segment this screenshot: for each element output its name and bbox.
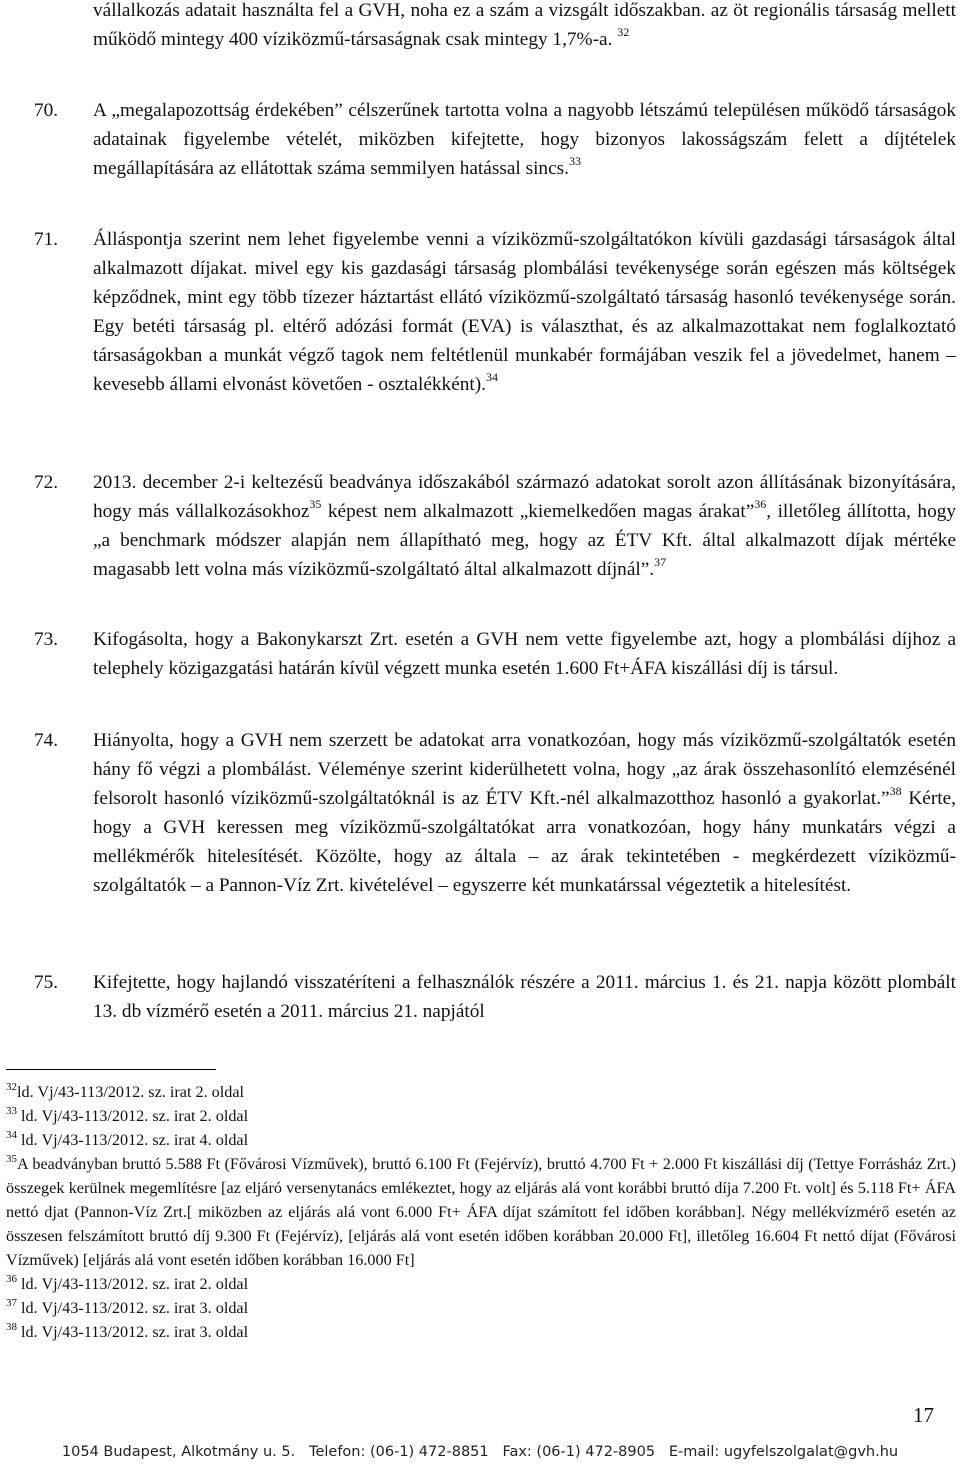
footnote-ref: 33: [568, 153, 581, 168]
paragraph-text: Hiányolta, hogy a GVH nem szerzett be adatokat arra vonatkozóan, hogy más víziközmű-szolgáltatók esetén hány fő végzi a plombálást. Véleménye szerint kiderülhetett volna, hogy „az árak összehasonlító elemzésénél felsorolt hasonló víziközmű-szolgáltatóknál is az ÉTV Kft.-nél alkalmazotthoz hasonló a gyakorlat.”: [93, 730, 956, 809]
paragraph-text: Kifogásolta, hogy a Bakonykarszt Zrt. esetén a GVH nem vette figyelembe azt, hogy a plombálási díjhoz a telephely közigazgatási határán kívül végzett munka esetén 1.600 Ft+ÁFA kiszállási díj is társul.: [93, 629, 956, 679]
paragraph-text: Kérte, hogy a GVH keressen meg víziközmű-szolgáltatókat arra vonatkozóan, hogy hány munkatárs végzi a mellékmérők hitelesítését. Közölte, hogy az általa – az árak tekintetében - megkérdezett víziközmű-szolgáltatók – a Pannon-Víz Zrt. kivételével – egyszerre két munkatárssal végeztetik a hitelesítést.: [93, 788, 956, 896]
footnote-35: $^{35}$A beadványban bruttó 5.588 Ft (Fővárosi Vízművek), bruttó 6.100 Ft (Fejérvíz), bruttó 4.700 Ft + 2.000 Ft kiszállási díj (Tettye Forrásház Zrt.) összegek kerülnek megemlítésre [az eljáró versenytanács emlékeztet, hogy az eljárás alá vont korábbi bruttó díja 7.200 Ft. volt] és 5.118 Ft+ ÁFA nettó djat (Pannon-Víz Zrt.[ miközben az eljárás alá vont 6.000 Ft+ ÁFA díjat számított fel időben korábban]. Négy mellékvízmérő esetén az összesen felszámított bruttó díj 9.300 Ft (Fejérvíz), [eljárás alá vont esetén időben korábban 20.000 Ft], illetőleg 16.604 Ft nettó díjat (Fővárosi Vízművek) [eljárás alá vont esetén időben korábban 16.000 Ft]: [6, 1152, 956, 1269]
paragraph-number: 71.: [34, 229, 59, 250]
paragraph-text: , illetőleg állította, hogy „a benchmark módszer alapján nem állapítható meg, hogy az ÉTV Kft. által alkalmazott díjak mértéke magasabb lett volna más víziközmű-szolgáltató által alkalmazott díjnál”.: [93, 501, 956, 580]
paragraph-text: képest nem alkalmazott „kiemelkedően magas árakat”: [327, 501, 755, 522]
footnote-ref: 38: [889, 783, 902, 798]
footnote-ref: 35: [309, 496, 322, 511]
footnote-ref: 32: [617, 24, 630, 39]
footnote-36: $^{36}$ ld. Vj/43-113/2012. sz. irat 2. oldal: [6, 1272, 249, 1293]
footnote-34: $^{34}$ ld. Vj/43-113/2012. sz. irat 4. oldal: [6, 1128, 249, 1149]
paragraph-number: 75.: [34, 972, 59, 993]
footnote-38: $^{38}$ ld. Vj/43-113/2012. sz. irat 3. oldal: [6, 1320, 249, 1341]
paragraph-number: 73.: [34, 629, 59, 650]
footnote-separator: [6, 1069, 216, 1070]
paragraph-number: 74.: [34, 730, 59, 751]
footnote-ref: 34: [486, 369, 498, 384]
footnote-32: $^{32}$ld. Vj/43-113/2012. sz. irat 2. oldal: [6, 1080, 245, 1101]
paragraph-text: Kifejtette, hogy hajlandó visszatéríteni a felhasználók részére a 2011. március 1. és 21. napja között plombált 13. db vízmérő esetén a 2011. március 21. napjától: [93, 972, 956, 1022]
paragraph-text: 2013. december 2-i keltezésű beadványa időszakából származó adatokat sorolt azon állításának bizonyítására, hogy más vállalkozásokhoz: [93, 472, 956, 522]
footnote-ref: 36: [754, 496, 767, 511]
page-number: 17: [913, 1403, 934, 1427]
footnotes: [6, 1080, 956, 1344]
footnote-37: $^{37}$ ld. Vj/43-113/2012. sz. irat 3. oldal: [6, 1296, 249, 1317]
paragraph-text: A „megalapozottság érdekében” célszerűnek tartotta volna a nagyobb létszámú településen működő társaságok adatainak figyelembe vételét, miközben kifejtette, hogy bizonyos lakosságszám felett a díjtételek megállapítására az ellátottak száma semmilyen hatással sincs.: [93, 100, 956, 179]
intro-text: vállalkozás adatait használta fel a GVH, noha ez a szám a vizsgált időszakban. az öt regionális társaság mellett működő mintegy 400 víziközmű-társaságnak csak mintegy 1,7%-a.: [93, 0, 956, 50]
footnote-ref: 37: [654, 554, 667, 569]
paragraph-text: Álláspontja szerint nem lehet figyelembe venni a víziközmű-szolgáltatókon kívüli gazdasági társaságok által alkalmazott díjakat. mivel egy kis gazdasági társaság plombálási tevékenysége során egészen más költségek képződnek, mint egy több tízezer háztartást ellátó víziközmű-szolgáltató társaság hasonló tevékenysége során. Egy betéti társaság pl. eltérő adózási formát (EVA) is választhat, és az alkalmazottakat nem foglalkoztató társaságokban a munkát végző tagok nem feltétlenül munkabér formájában veszik fel a jövedelmet, hanem – kevesebb állami elvonást követően - osztalékként).: [93, 229, 956, 395]
paragraph-number: 70.: [34, 100, 59, 121]
paragraph-number: 72.: [34, 472, 59, 493]
footnote-33: $^{33}$ ld. Vj/43-113/2012. sz. irat 2. oldal: [6, 1104, 249, 1125]
contact-footer: 1054 Budapest, Alkotmány u. 5. Telefon: (06-1) 472-8851 Fax: (06-1) 472-8905 E-mail: ugyfelszolgalat@gvh.hu: [61, 1444, 899, 1460]
